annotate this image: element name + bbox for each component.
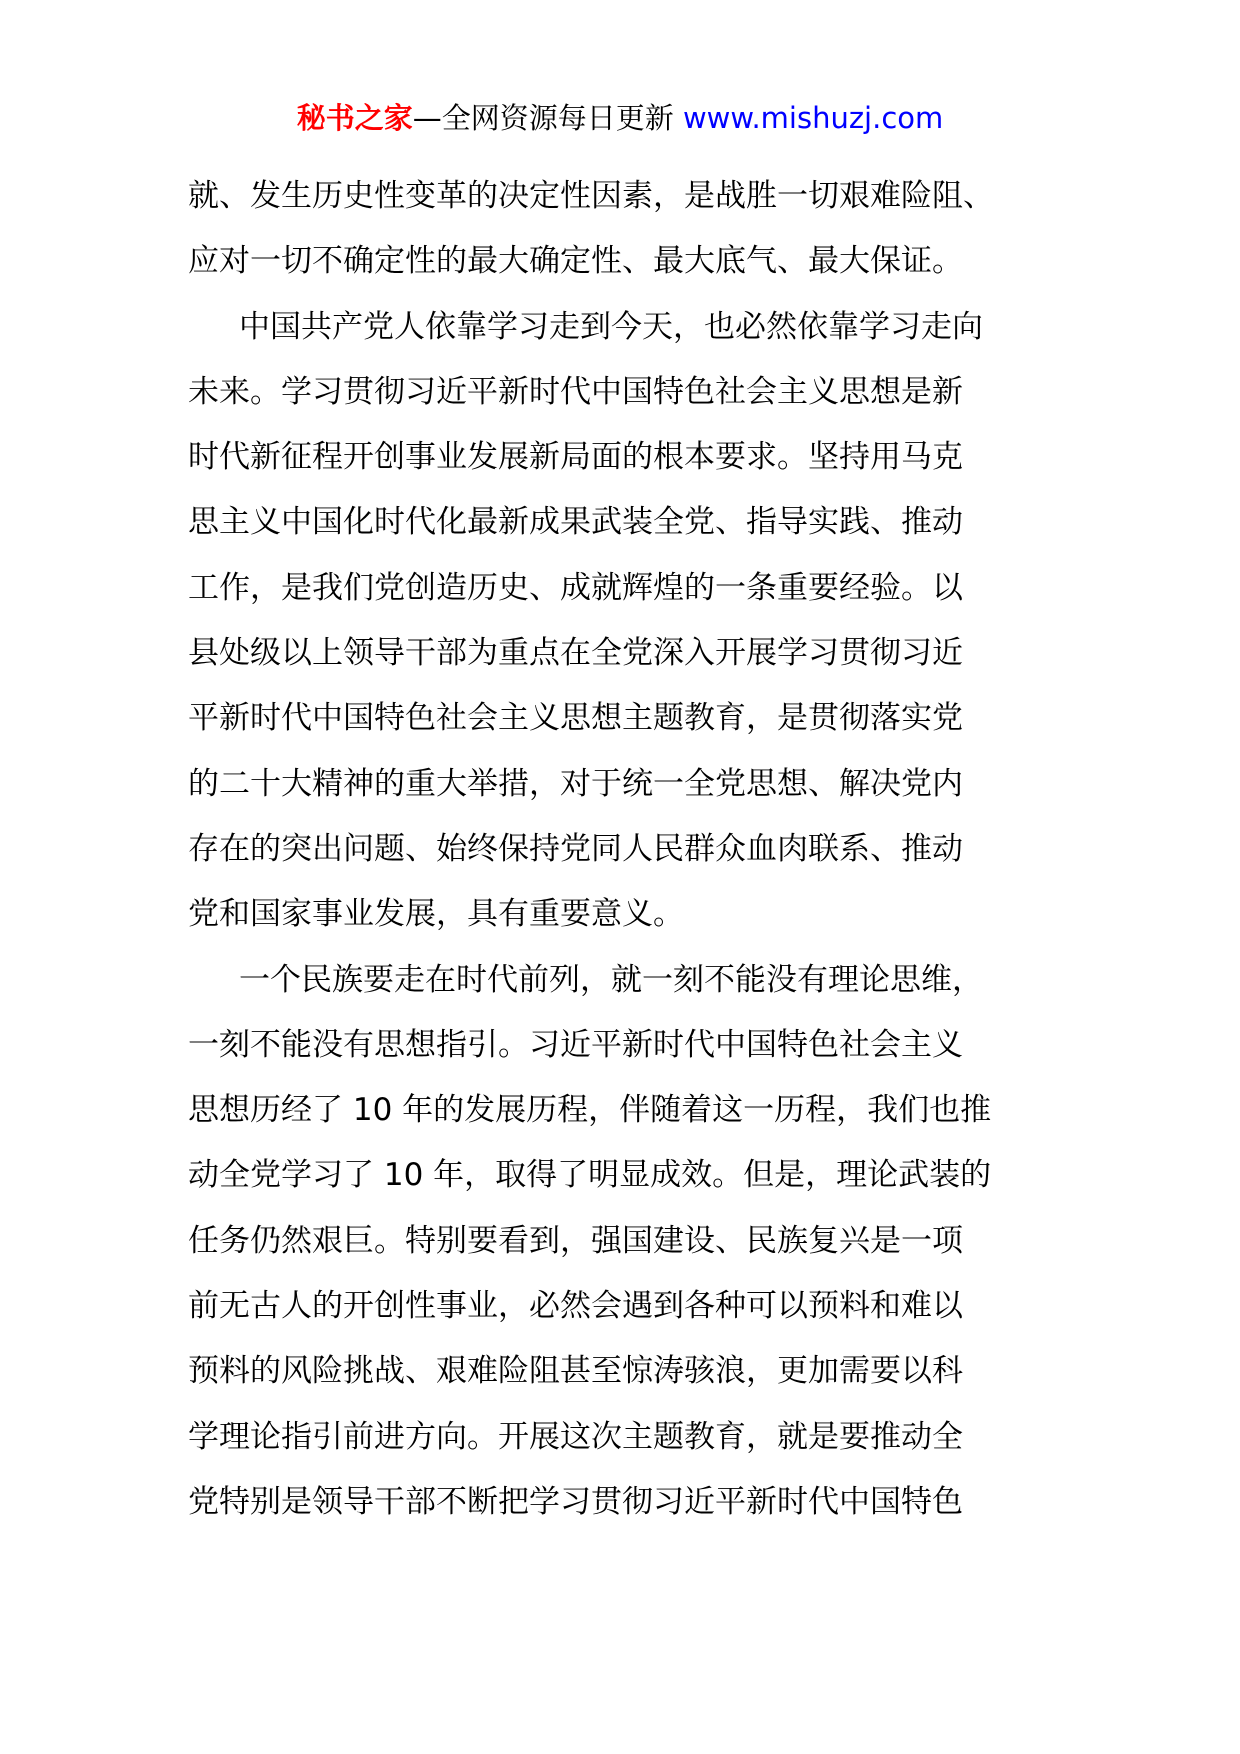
text-line: 前无古人的开创性事业，必然会遇到各种可以预料和难以 [188,1288,963,1325]
paragraph-start-line: 中国共产党人依靠学习走到今天，也必然依靠学习走向 [239,308,983,345]
text-line: 思想历经了 10 年的发展历程，伴随着这一历程，我们也推 [188,1092,992,1129]
text-line: 平新时代中国特色社会主义思想主题教育，是贯彻落实党 [188,700,963,737]
header-slogan: —全网资源每日更新 [412,101,683,135]
text-line: 一刻不能没有思想指引。习近平新时代中国特色社会主义 [188,1026,963,1063]
text-line: 思主义中国化时代化最新成果武装全党、指导实践、推动 [188,504,963,541]
text-line: 任务仍然艰巨。特别要看到，强国建设、民族复兴是一项 [188,1222,963,1259]
text-line: 县处级以上领导干部为重点在全党深入开展学习贯彻习近 [188,635,963,672]
text-line: 时代新征程开创事业发展新局面的根本要求。坚持用马克 [188,439,963,476]
brand-name: 秘书之家 [296,101,413,135]
text-line: 党特别是领导干部不断把学习贯彻习近平新时代中国特色 [188,1483,963,1520]
text-line: 的二十大精神的重大举措，对于统一全党思想、解决党内 [188,765,963,802]
text-line: 党和国家事业发展，具有重要意义。 [188,896,684,933]
document-body [188,164,1060,1535]
text-line: 工作，是我们党创造历史、成就辉煌的一条重要经验。以 [188,569,963,606]
page-header [0,98,1240,138]
website-url[interactable]: www.mishuzj.com [682,101,944,135]
text-line: 动全党学习了 10 年，取得了明显成效。但是，理论武装的 [188,1157,992,1194]
text-line: 就、发生历史性变革的决定性因素，是战胜一切艰难险阻、 [188,178,994,214]
text-line: 学理论指引前进方向。开展这次主题教育，就是要推动全 [188,1418,963,1455]
text-line: 应对一切不确定性的最大确定性、最大底气、最大保证。 [188,243,963,280]
paragraph-start-line: 一个民族要走在时代前列，就一刻不能没有理论思维， [239,961,983,998]
text-line: 预料的风险挑战、艰难险阻甚至惊涛骇浪，更加需要以科 [188,1353,963,1390]
text-line: 未来。学习贯彻习近平新时代中国特色社会主义思想是新 [188,373,963,410]
text-line: 存在的突出问题、始终保持党同人民群众血肉联系、推动 [188,830,963,867]
